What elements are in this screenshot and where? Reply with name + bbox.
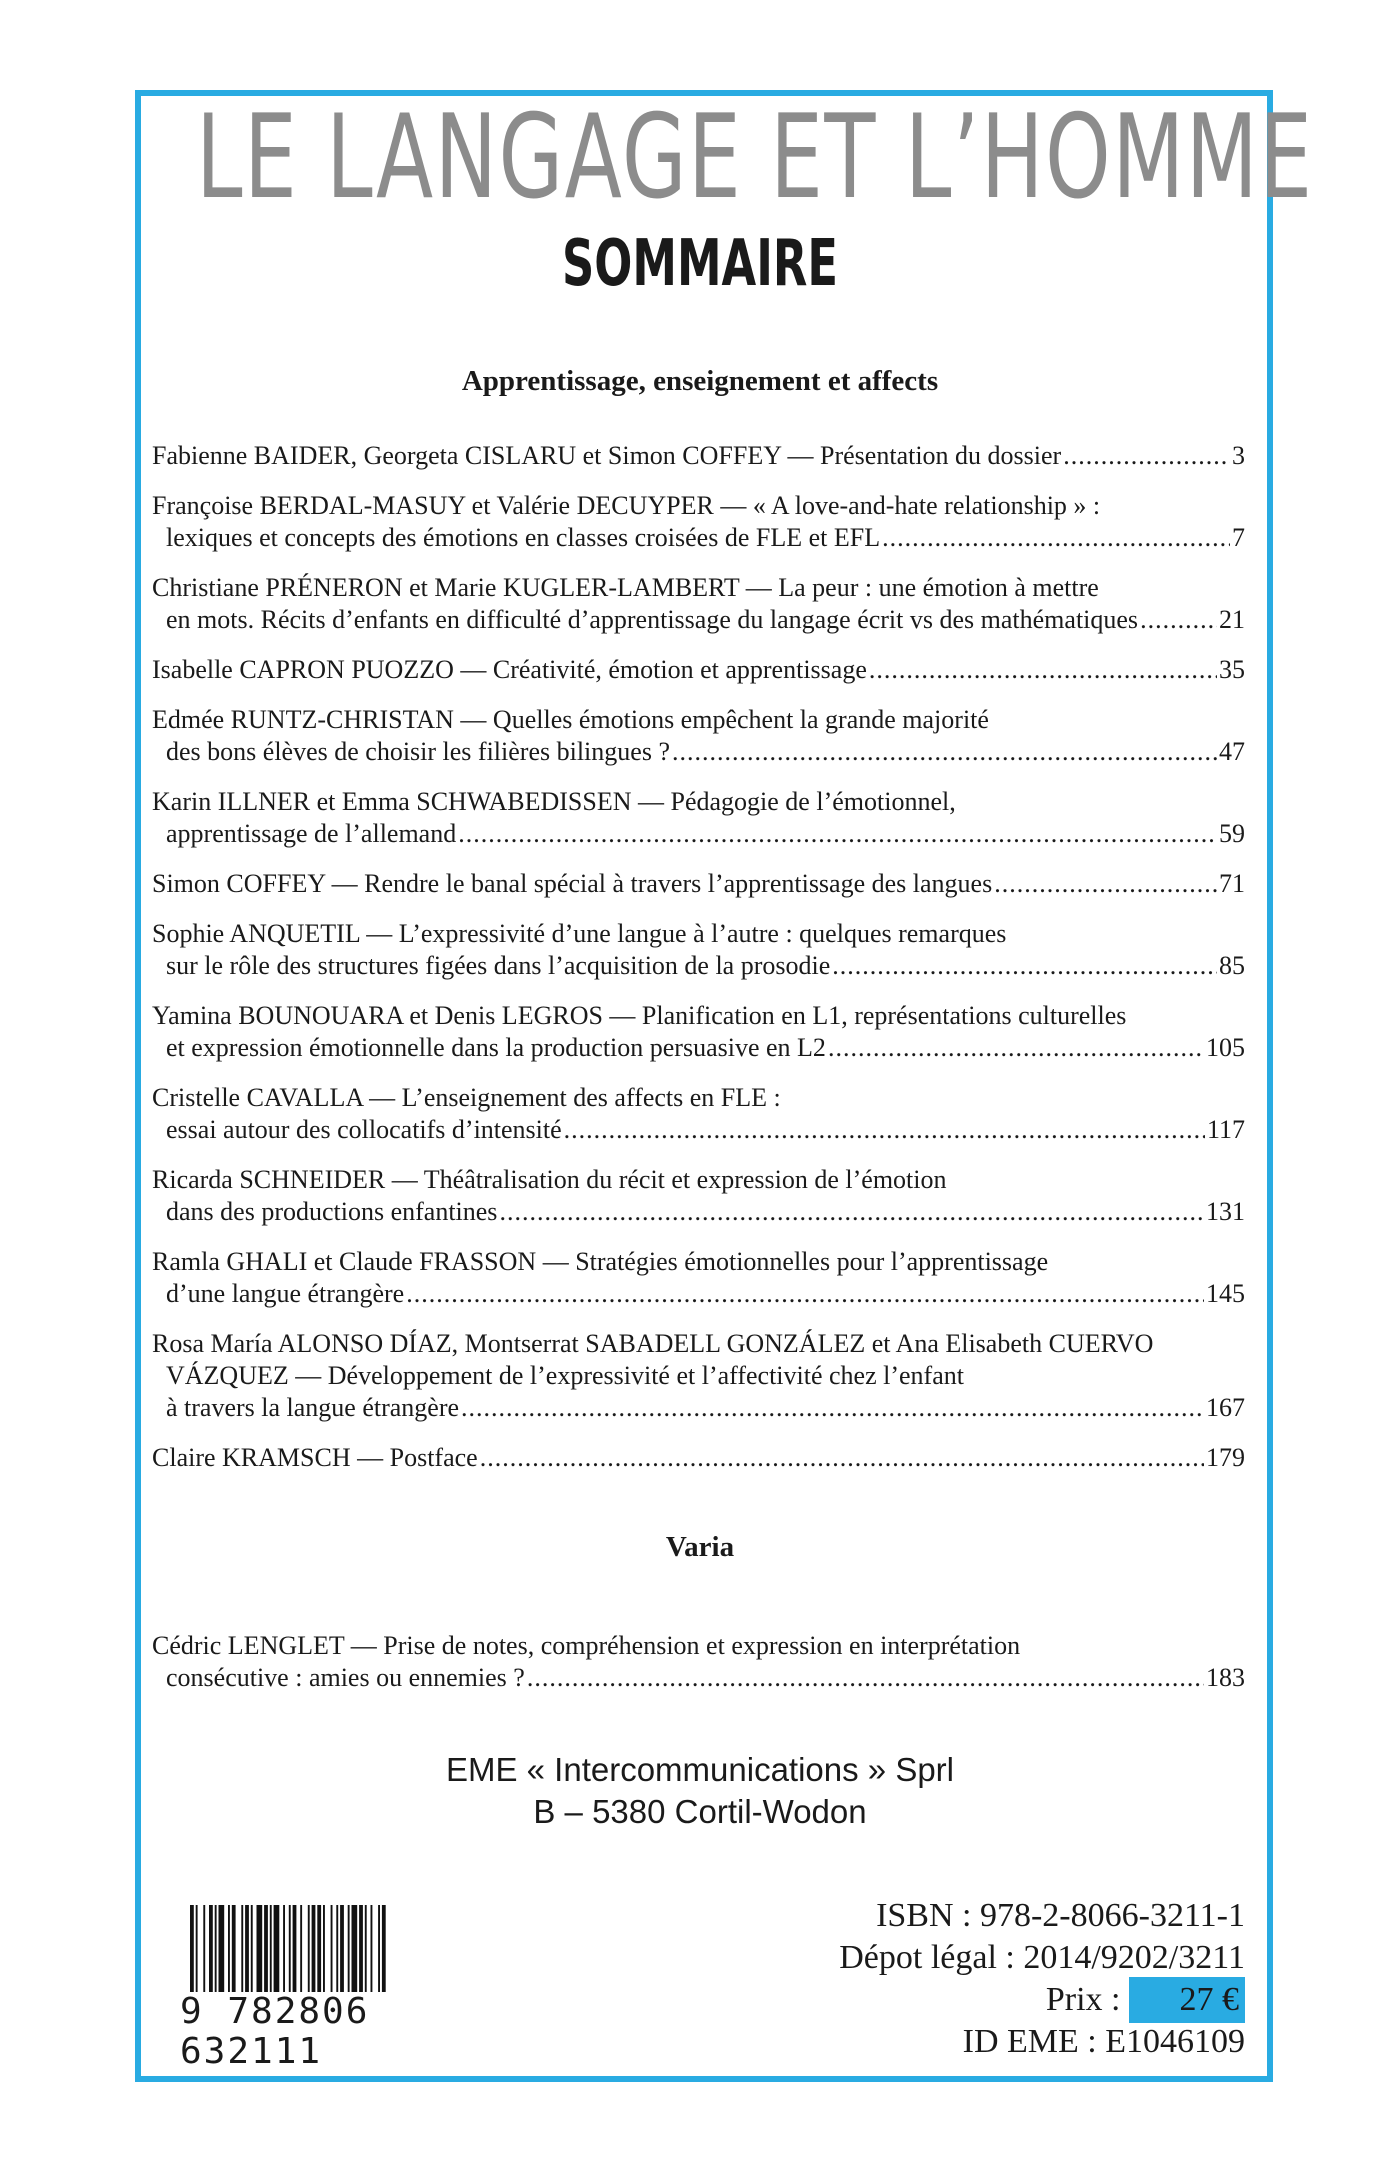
journal-title: LE LANGAGE ET L’HOMME [195,90,1314,225]
page-number: 183 [1206,1663,1245,1692]
toc-text-cont: d’une langue étrangère [166,1279,405,1308]
toc-entry [152,440,1245,472]
publisher-address: B – 5380 Cortil-Wodon [533,1793,867,1830]
toc-text-cont: à travers la langue étrangère [166,1393,460,1422]
toc-line [152,1278,1245,1310]
page-number: 47 [1219,737,1245,766]
toc-text-cont: sur le rôle des structures figées dans l’acquisition de la prosodie [166,951,831,980]
toc-text-cont: des bons élèves de choisir les filières bilingues ? [166,737,670,766]
toc-entry [152,868,1245,900]
page-number: 21 [1219,605,1245,634]
toc-line [152,522,1245,554]
barcode-digits: 9 782806 632111 [180,1992,470,2072]
toc-line [152,868,1245,900]
leader-dots [564,1114,1205,1146]
toc-line [152,1114,1245,1146]
toc-text-cont: dans des productions enfantines [166,1197,498,1226]
page-number: 105 [1206,1033,1245,1062]
leader-dots [461,1392,1204,1424]
leader-dots [527,1662,1204,1694]
page-number: 85 [1219,951,1245,980]
toc-entry [152,704,1245,768]
toc-text: Claire KRAMSCH — Postface [152,1443,478,1472]
toc-entry [152,490,1245,554]
price [1046,1977,1245,2023]
toc-text-cont: en mots. Récits d’enfants en difficulté d’apprentissage du langage écrit vs des mathématiques [166,605,1139,634]
toc-entry [152,1630,1245,1694]
leader-dots [869,654,1217,686]
page-number: 59 [1219,819,1245,848]
page-number: 179 [1206,1443,1245,1472]
leader-dots [882,522,1230,554]
toc-line [152,818,1245,850]
toc-entry [152,572,1245,636]
toc-entry [152,1442,1245,1474]
toc-text: Edmée RUNTZ-CHRISTAN — Quelles émotions empêchent la grande majorité [152,705,989,734]
page-number: 35 [1219,655,1245,684]
depot-legal: Dépot légal : 2014/9202/3211 [839,1939,1245,1976]
toc-text-cont: lexiques et concepts des émotions en classes croisées de FLE et EFL [166,523,881,552]
toc-text: Sophie ANQUETIL — L’expressivité d’une langue à l’autre : quelques remarques [152,919,1007,948]
toc-entry [152,1246,1245,1310]
toc-entry [152,1000,1245,1064]
toc-text: Isabelle CAPRON PUOZZO — Créativité, émotion et apprentissage [152,655,867,684]
toc-line [152,736,1245,768]
leader-dots [832,950,1217,982]
toc-line [152,1442,1245,1474]
toc-line [152,1662,1245,1694]
toc-text: Fabienne BAIDER, Georgeta CISLARU et Simon COFFEY — Présentation du dossier [152,441,1062,470]
leader-dots [458,818,1217,850]
toc-text-cont: essai autour des collocatifs d’intensité [166,1115,562,1144]
page-number: 145 [1206,1279,1245,1308]
toc-text: Ricarda SCHNEIDER — Théâtralisation du récit et expression de l’émotion [152,1165,947,1194]
page-number: 71 [1219,869,1245,898]
toc-text: Rosa María ALONSO DÍAZ, Montserrat SABADELL GONZÁLEZ et Ana Elisabeth CUERVO [152,1329,1154,1358]
toc-entry [152,786,1245,850]
toc-text: Ramla GHALI et Claude FRASSON — Stratégies émotionnelles pour l’apprentissage [152,1247,1049,1276]
leader-dots [672,736,1217,768]
toc-text: Simon COFFEY — Rendre le banal spécial à travers l’apprentissage des langues [152,869,993,898]
toc-line [152,950,1245,982]
toc-entry [152,1328,1245,1424]
id-eme: ID EME : E1046109 [962,2023,1245,2060]
page-number: 117 [1206,1115,1245,1144]
leader-dots [406,1278,1204,1310]
price-value: 27 € [1129,1977,1245,2023]
toc-text-cont: consécutive : amies ou ennemies ? [166,1663,525,1692]
leader-dots [828,1032,1204,1064]
leader-dots [1063,440,1230,472]
toc-entry [152,654,1245,686]
toc-text: Yamina BOUNOUARA et Denis LEGROS — Planification en L1, représentations culturelles [152,1001,1127,1030]
sommaire-heading: SOMMAIRE [562,227,838,301]
toc-text: Cédric LENGLET — Prise de notes, compréhension et expression en interprétation [152,1631,1021,1660]
toc-text-cont: apprentissage de l’allemand [166,819,457,848]
page-number: 7 [1232,523,1245,552]
toc-entry [152,918,1245,982]
isbn: ISBN : 978-2-8066-3211-1 [876,1897,1245,1934]
toc-text: Françoise BERDAL-MASUY et Valérie DECUYPER — « A love-and-hate relationship » : [152,491,1101,520]
toc-line [152,604,1245,636]
dossier-heading: Apprentissage, enseignement et affects [461,365,939,397]
toc-line [152,1392,1245,1424]
leader-dots [499,1196,1204,1228]
leader-dots [1140,604,1217,636]
varia-heading: Varia [665,1531,735,1563]
toc-text: Christiane PRÉNERON et Marie KUGLER-LAMBERT — La peur : une émotion à mettre [152,573,1099,602]
toc-line [152,1032,1245,1064]
toc-entry [152,1082,1245,1146]
page-number: 3 [1232,441,1245,470]
price-label: Prix : [1045,1981,1121,2018]
page-number: 131 [1206,1197,1245,1226]
toc-text-line2: VÁZQUEZ — Développement de l’expressivité et l’affectivité chez l’enfant [166,1361,964,1390]
page-number: 167 [1206,1393,1245,1422]
toc-line [152,440,1245,472]
leader-dots [994,868,1217,900]
publisher-name: EME « Intercommunications » Sprl [445,1751,955,1788]
toc-text: Karin ILLNER et Emma SCHWABEDISSEN — Pédagogie de l’émotionnel, [152,787,956,816]
toc-text-cont: et expression émotionnelle dans la production persuasive en L2 [166,1033,826,1062]
leader-dots [480,1442,1204,1474]
toc-entry [152,1164,1245,1228]
toc-line [152,654,1245,686]
toc-text: Cristelle CAVALLA — L’enseignement des affects en FLE : [152,1083,781,1112]
toc-line [152,1196,1245,1228]
